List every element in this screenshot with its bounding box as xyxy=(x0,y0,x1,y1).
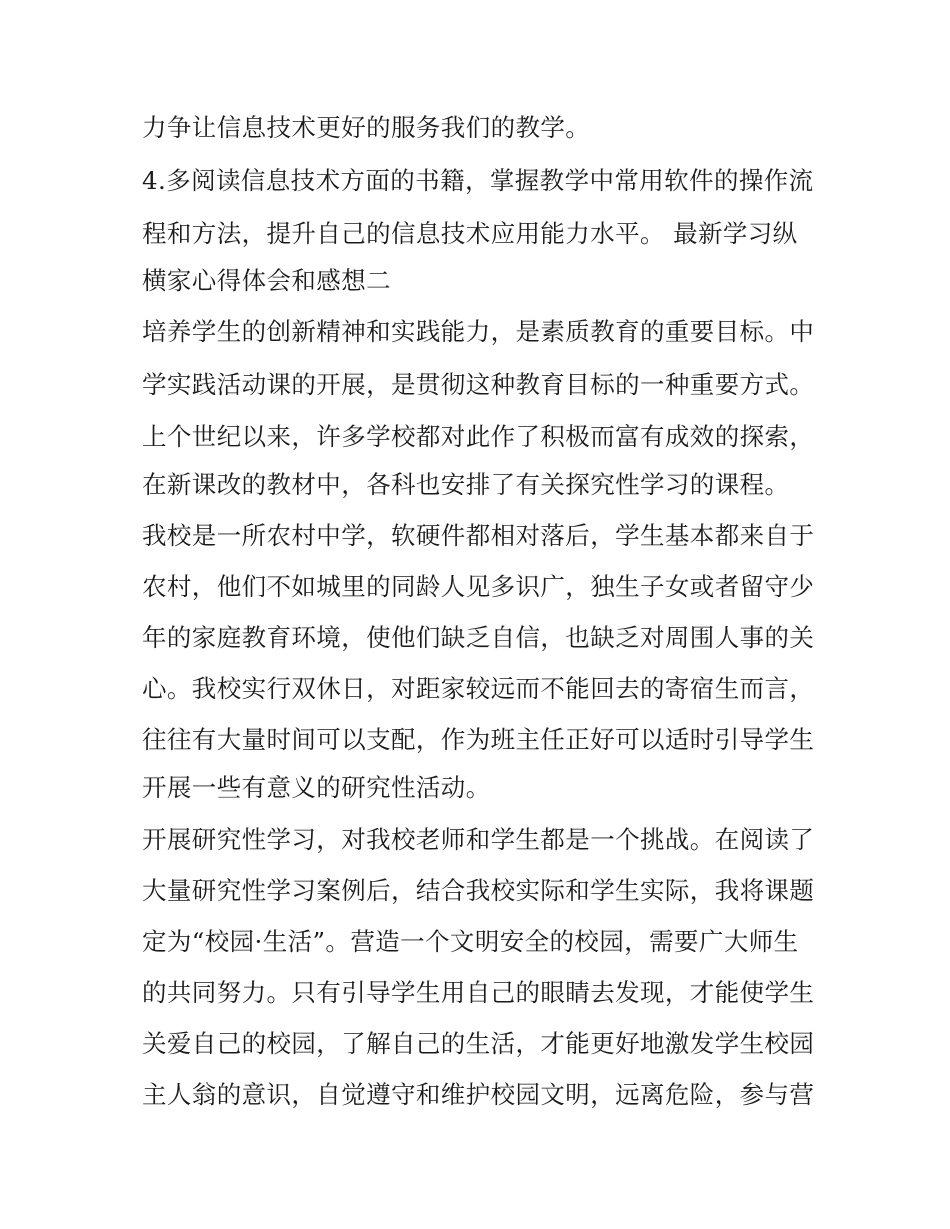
text-line: 农村，他们不如城里的同龄人见多识广，独生子女或者留守少 xyxy=(142,572,815,601)
text-line: 往往有大量时间可以支配，作为班主任正好可以适时引导学生 xyxy=(142,725,815,754)
text-line: 开展研究性学习，对我校老师和学生都是一个挑战。在阅读了 xyxy=(142,825,815,854)
text-line: 在新课改的教材中，各科也安排了有关探究性学习的课程。 xyxy=(142,470,790,499)
text-line: 主人翁的意识，自觉遵守和维护校园文明，远离危险，参与营 xyxy=(142,1080,815,1109)
text-line: 定为“校园·生活”。营造一个文明安全的校园，需要广大师生 xyxy=(142,927,799,956)
text-line: 力争让信息技术更好的服务我们的教学。 xyxy=(142,113,591,142)
text-line: 开展一些有意义的研究性活动。 xyxy=(142,773,491,802)
text-line: 横家心得体会和感想二 xyxy=(142,266,391,295)
text-line: 程和方法，提升自己的信息技术应用能力水平。 最新学习纵 xyxy=(142,219,798,248)
text-line: 心。我校实行双休日，对距家较远而不能回去的寄宿生而言， xyxy=(142,674,815,703)
text-line: 大量研究性学习案例后，结合我校实际和学生实际，我将课题 xyxy=(142,876,815,905)
text-line: 关爱自己的校园，了解自己的生活，才能更好地激发学生校园 xyxy=(142,1029,815,1058)
text-line: 年的家庭教育环境，使他们缺乏自信，也缺乏对周围人事的关 xyxy=(142,623,815,652)
text-line: 我校是一所农村中学，软硬件都相对落后，学生基本都来自于 xyxy=(142,521,815,550)
text-line: 学实践活动课的开展，是贯彻这种教育目标的一种重要方式。 xyxy=(142,370,815,399)
text-line: 上个世纪以来，许多学校都对此作了积极而富有成效的探索， xyxy=(142,422,815,451)
text-line: 培养学生的创新精神和实践能力，是素质教育的重要目标。中 xyxy=(142,317,815,346)
text-line: 的共同努力。只有引导学生用自己的眼睛去发现，才能使学生 xyxy=(142,978,815,1007)
text-line: 4.多阅读信息技术方面的书籍，掌握教学中常用软件的操作流 xyxy=(142,166,814,195)
